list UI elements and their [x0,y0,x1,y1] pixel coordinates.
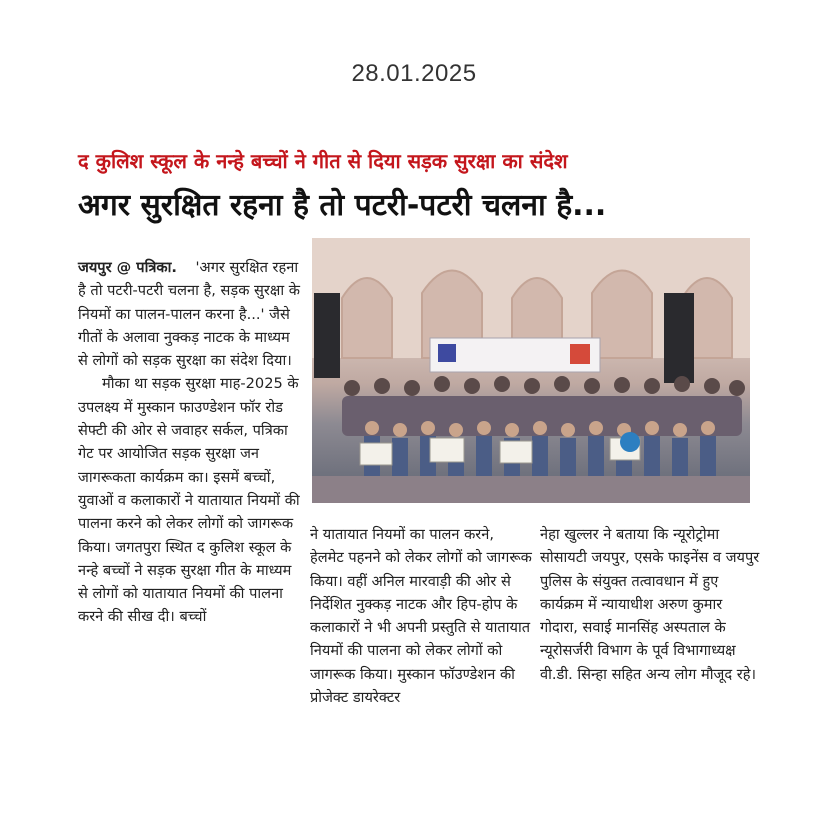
main-headline: अगर सुरक्षित रहना है तो पटरी-पटरी चलना है... [78,188,607,223]
publication-date: 28.01.2025 [351,60,477,87]
article-column-3: नेहा खुल्लर ने बताया कि न्यूरोट्रोमा सोसायटी जयपुर, एसके फाइनेंस व जयपुर पुलिस के संयुक्त तत्वावधान में हुए कार्यक्रम में न्यायाधीश अरुण कुमार गोदारा, सवाई मानसिंह अस्पताल के न्यूरोसर्जरी विभाग के पूर्व विभागाध्यक्ष वी.डी. सिन्हा सहित अन्य लोग मौजूद रहे। [540,526,760,683]
paragraph-1-text: 'अगर सुरक्षित रहना है तो पटरी-पटरी चलना है, सड़क सुरक्षा के नियमों का पालन-पालन करना है...' जैसे गीतों के अलावा नुक्कड़ नाटक के माध्यम से लोगों को सड़क सुरक्षा का संदेश दिया। [78,259,300,370]
article-column-2: ने यातायात नियमों का पालन करने, हेलमेट पहनने को लेकर लोगों को जागरूक किया। वहीं अनिल मारवाड़ी की ओर से निर्देशित नुक्कड़ नाटक और हिप-होप के कलाकारों ने भी अपनी प्रस्तुति से यातायात नियमों की पालना को लेकर लोगों को जागरूक किया। मुस्कान फॉउण्डेशन की प्रोजेक्ट डायरेक्टर [310,526,532,707]
dateline: जयपुर @ पत्रिका. [78,259,177,276]
article-paragraph-1 [78,256,300,372]
article-column-1 [78,256,300,629]
event-photo [312,238,750,503]
kicker-headline: द कुलिश स्कूल के नन्हे बच्चों ने गीत से दिया सड़क सुरक्षा का संदेश [78,149,568,173]
article-paragraph-2: मौका था सड़क सुरक्षा माह-2025 के उपलक्ष्य में मुस्कान फाउण्डेशन फॉर रोड सेफ्टी की ओर से जवाहर सर्कल, पत्रिका गेट पर आयोजित सड़क सुरक्षा जन जागरूकता कार्यक्रम का। इसमें बच्चों, युवाओं व कलाकारों ने यातायात नियमों की पालना करने को लेकर लोगों को जागरूक किया। जगतपुरा स्थित द कुलिश स्कूल के नन्हे बच्चों ने सड़क सुरक्षा गीत के माध्यम से लोगों को यातायात नियमों की पालना करने की सीख दी। बच्चों [78,375,300,626]
event-photo-illustration [312,238,750,503]
